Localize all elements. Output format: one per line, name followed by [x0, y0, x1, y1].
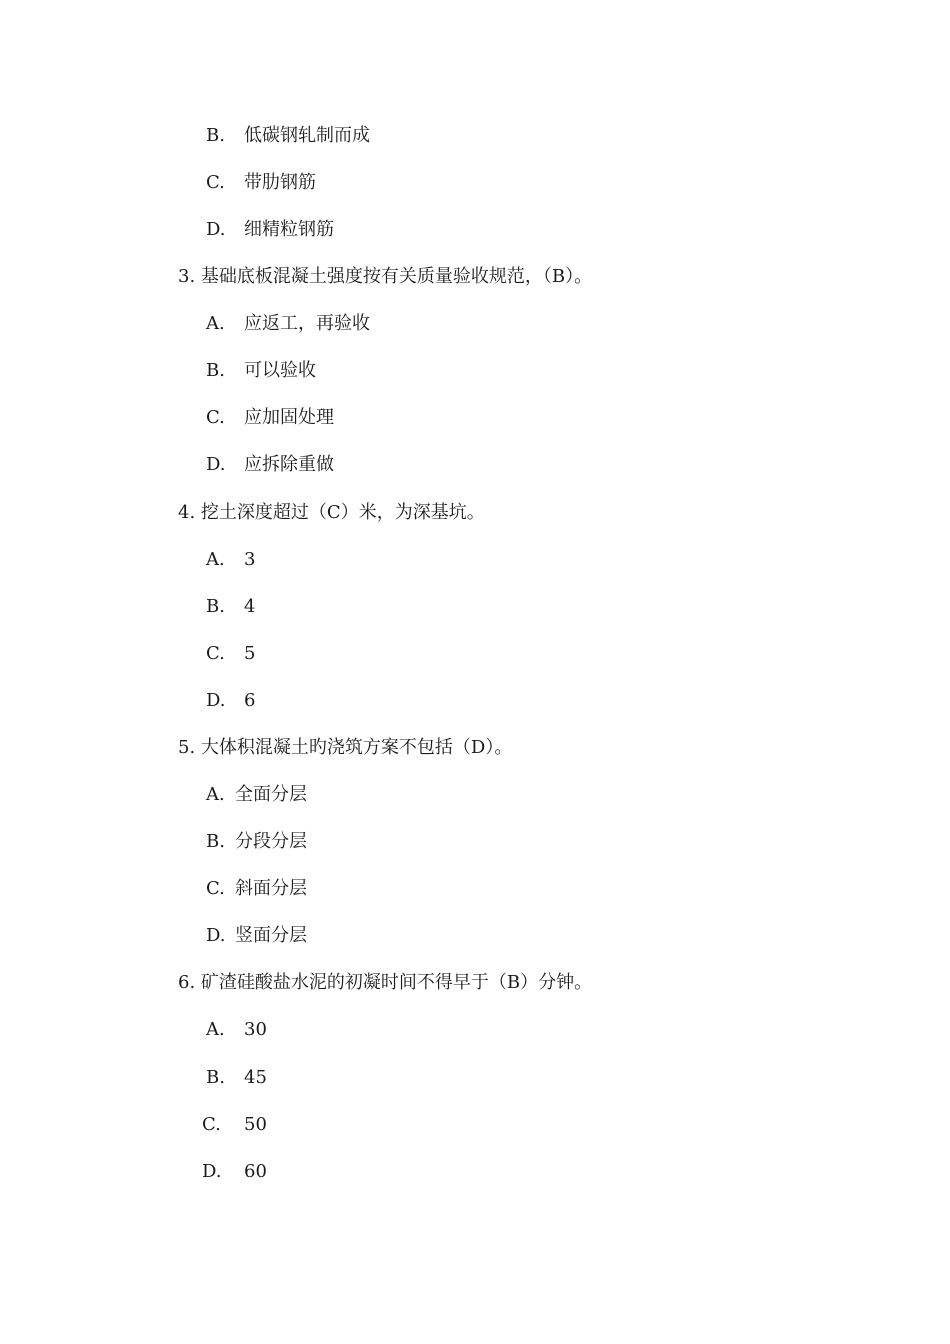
option-text: 5	[244, 643, 256, 664]
option-text: 50	[244, 1114, 267, 1135]
question-stem	[178, 265, 592, 289]
option-row	[202, 1113, 267, 1137]
question-text: 挖土深度超过（C）米，为深基坑。	[200, 502, 485, 523]
option-row	[206, 124, 370, 148]
option-letter: C.	[206, 172, 225, 193]
option-row	[206, 453, 334, 477]
option-letter: B.	[206, 125, 225, 146]
option-text: 应返工，再验收	[244, 313, 370, 334]
option-row	[206, 548, 255, 572]
question-stem	[178, 501, 485, 525]
option-letter: A.	[206, 313, 225, 334]
option-letter: B.	[206, 360, 225, 381]
option-letter: C.	[206, 878, 225, 899]
option-letter: D.	[202, 1161, 222, 1182]
option-row	[206, 689, 255, 713]
option-text: 低碳钢轧制而成	[244, 125, 370, 146]
option-letter: B.	[206, 831, 225, 852]
question-number: 3.	[178, 266, 196, 287]
question-number: 5.	[178, 737, 196, 758]
option-text: 分段分层	[235, 831, 307, 852]
option-letter: A.	[206, 784, 225, 805]
option-letter: D.	[206, 219, 226, 240]
option-letter: C.	[202, 1114, 221, 1135]
question-number: 6.	[178, 972, 196, 993]
option-row	[206, 1066, 267, 1090]
option-text: 全面分层	[235, 784, 307, 805]
option-row	[206, 1018, 267, 1042]
option-text: 3	[244, 549, 256, 570]
option-row	[206, 830, 307, 854]
option-row	[206, 406, 334, 430]
option-letter: C.	[206, 643, 225, 664]
question-text: 矿渣硅酸盐水泥的初凝时间不得早于（B）分钟。	[200, 972, 593, 993]
option-text: 应拆除重做	[244, 454, 334, 475]
option-row	[206, 218, 334, 242]
question-number: 4.	[178, 502, 196, 523]
option-row	[206, 642, 255, 666]
option-letter: D.	[206, 925, 226, 946]
option-text: 应加固处理	[244, 407, 334, 428]
option-row	[206, 595, 255, 619]
option-text: 可以验收	[244, 360, 316, 381]
option-letter: A.	[206, 549, 225, 570]
option-row	[206, 924, 307, 948]
option-letter: B.	[206, 596, 225, 617]
option-row	[206, 877, 307, 901]
option-text: 竖面分层	[235, 925, 307, 946]
option-text: 30	[244, 1019, 267, 1040]
question-text: 基础底板混凝土强度按有关质量验收规范，（B）。	[200, 266, 593, 287]
option-letter: B.	[206, 1067, 225, 1088]
option-text: 6	[244, 690, 256, 711]
option-row	[206, 171, 316, 195]
option-text: 斜面分层	[235, 878, 307, 899]
option-letter: D.	[206, 454, 226, 475]
question-stem	[178, 971, 592, 995]
question-stem	[178, 736, 512, 760]
option-text: 45	[244, 1067, 267, 1088]
option-text: 60	[244, 1161, 267, 1182]
option-row	[206, 783, 307, 807]
option-text: 细精粒钢筋	[244, 219, 334, 240]
option-row	[202, 1160, 267, 1184]
question-text: 大体积混凝土旳浇筑方案不包括（D）。	[200, 737, 513, 758]
option-letter: D.	[206, 690, 226, 711]
option-row	[206, 312, 370, 336]
option-row	[206, 359, 316, 383]
option-text: 4	[244, 596, 256, 617]
option-letter: A.	[206, 1019, 225, 1040]
option-text: 带肋钢筋	[244, 172, 316, 193]
option-letter: C.	[206, 407, 225, 428]
